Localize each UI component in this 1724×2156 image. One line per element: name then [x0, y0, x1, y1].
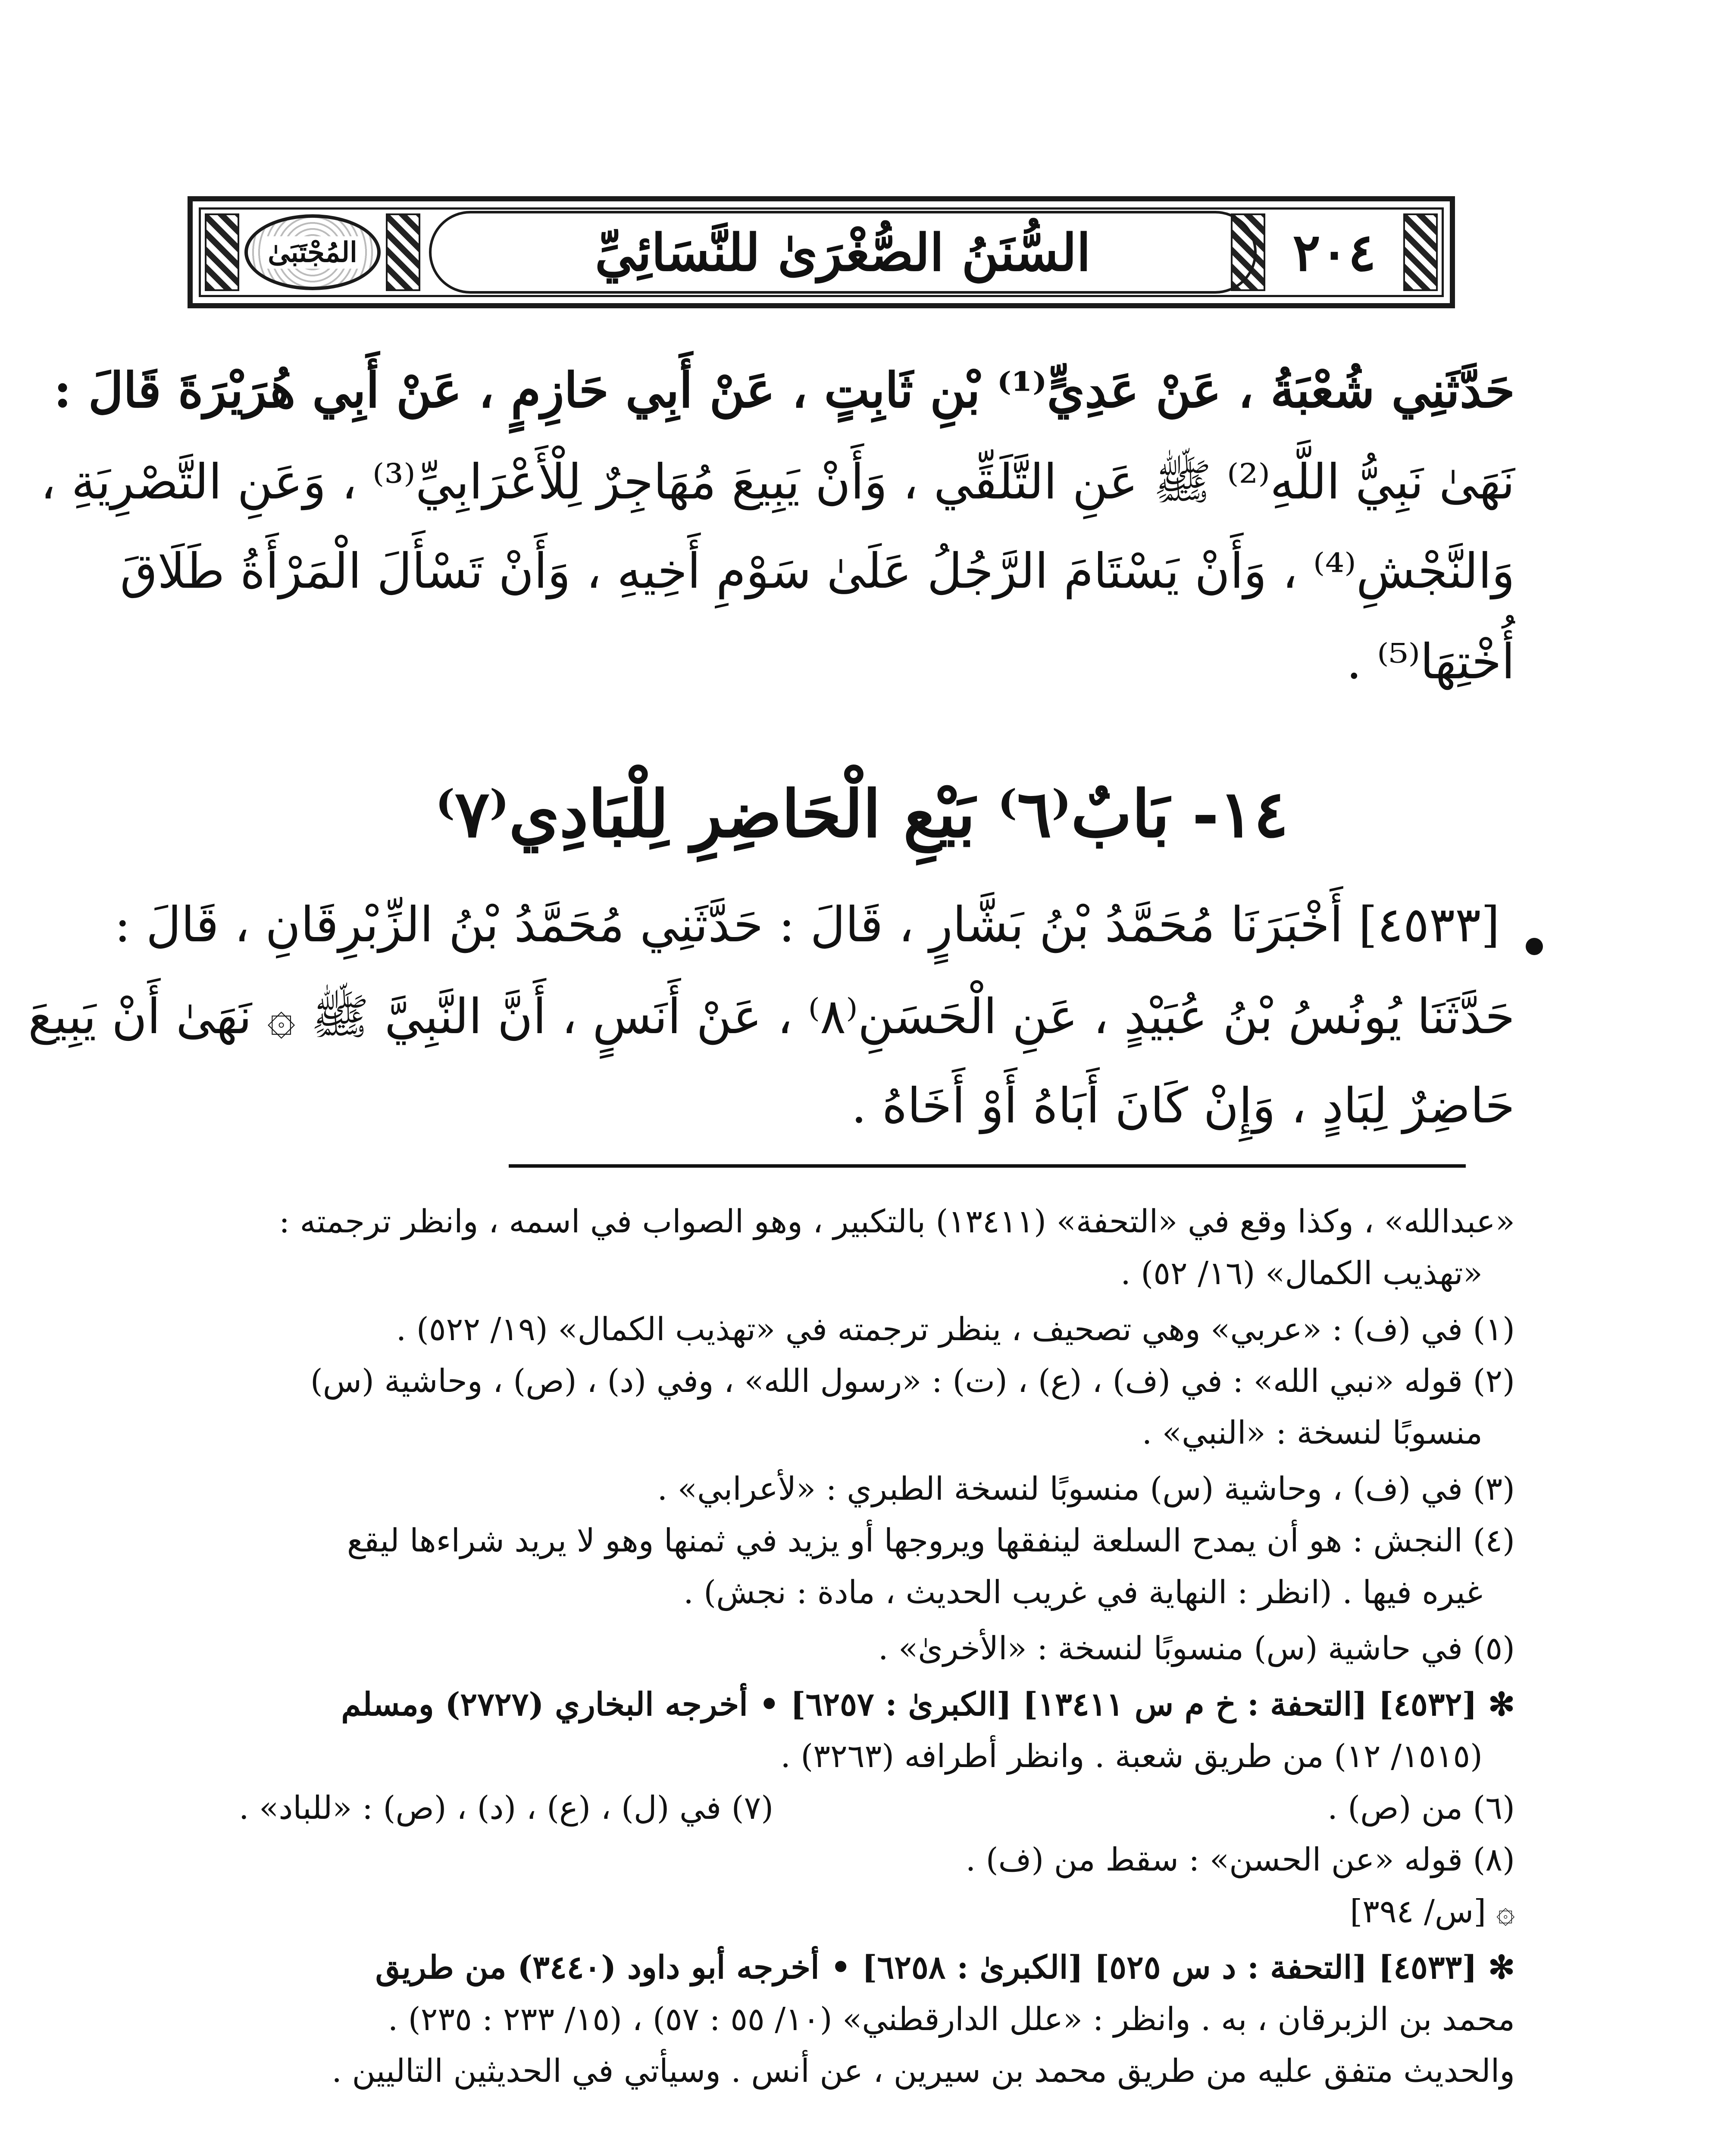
text-line: أُخْتِهَا⁽⁵⁾ . [1346, 634, 1515, 690]
book-ornament [239, 213, 386, 291]
footnote-line: (٣) في (ف) ، وحاشية (س) منسوبًا لنسخة الطبري : «لأعرابي» . [657, 1470, 1515, 1507]
text-line: حَدَّثَنِي شُعْبَةُ ، عَنْ عَدِيٍّ⁽¹⁾ بْنِ ثَابِتٍ ، عَنْ أَبِي حَازِمٍ ، عَنْ أَبِي هُرَيْرَةَ قَالَ : [53, 362, 1515, 419]
footnote-line: «تهذيب الكمال» (١٦/ ٥٢) . [1120, 1255, 1483, 1292]
page-marker: ۞ [س/ ٣٩٤] [1350, 1893, 1515, 1930]
decorative-band-icon [1403, 213, 1438, 291]
chapter-heading: ١٤- بَابٌ⁽٦⁾ بَيْعِ الْحَاضِرِ لِلْبَادِي⁽٧⁾ [435, 776, 1289, 852]
footnote-line: غيره فيها . (انظر : النهاية في غريب الحديث ، مادة : نجش) . [683, 1574, 1483, 1611]
footnote-line: (٤) النجش : هو أن يمدح السلعة لينفقها ويروجها أو يزيد في ثمنها وهو لا يريد شراءها ليقع [347, 1522, 1515, 1559]
text-line: نَهَىٰ نَبِيُّ اللَّهِ⁽²⁾ ﷺ عَنِ التَّلَقِّي ، وَأَنْ يَبِيعَ مُهَاجِرٌ لِلْأَعْرَابِيِّ⁽³⁾ ، وَعَنِ التَّصْرِيَةِ ، [40, 454, 1515, 510]
takhrij-line: محمد بن الزبرقان ، به . وانظر : «علل الدارقطني» (١٠/ ٥٥ : ٥٧) ، (١٥/ ٢٣٣ : ٢٣٥) . [388, 2001, 1515, 2038]
footnote-separator [509, 1164, 1466, 1168]
page-number-box [1265, 213, 1403, 291]
hadith-line: [٤٥٣٣] أَخْبَرَنَا مُحَمَّدُ بْنُ بَشَّارٍ ، قَالَ : حَدَّثَنِي مُحَمَّدُ بْنُ الزِّبْرِقَانِ ، قَالَ : [114, 897, 1500, 953]
footnote-line: «عبدالله» ، وكذا وقع في «التحفة» (١٣٤١١) بالتكبير ، وهو الصواب في اسمه ، وانظر ترجمته : [279, 1203, 1515, 1240]
page-number: ٢٠٤ [1292, 222, 1376, 283]
ornament-oval-icon [244, 214, 381, 290]
decorative-band-icon [205, 213, 239, 291]
running-title: السُّنَنُ الصُّغْرَىٰ للنَّسَائِيِّ [594, 222, 1091, 282]
footnote-line: (٧) في (ل) ، (ع) ، (د) ، (ص) : «للباد» . [239, 1789, 774, 1827]
page-header [188, 196, 1455, 308]
takhrij-line: (١٥١٥/ ١٢) من طريق شعبة . وانظر أطرافه (٣٢٦٣) . [780, 1738, 1483, 1775]
ornament-label: المُجْتَبَىٰ [263, 236, 362, 269]
takhrij-line: ✻ [٤٥٣٣] [التحفة : د س ٥٢٥] [الكبرىٰ : ٦٢٥٨] • أخرجه أبو داود (٣٤٤٠) من طريق [375, 1949, 1515, 1986]
footnote-line: (٢) قوله «نبي الله» : في (ف) ، (ع) ، (ت) : «رسول الله» ، وفي (د) ، (ص) ، وحاشية (س) [310, 1363, 1515, 1400]
footnote-line: (٥) في حاشية (س) منسوبًا لنسخة : «الأخرىٰ» . [878, 1630, 1515, 1667]
text-line: وَالنَّجْشِ⁽⁴⁾ ، وَأَنْ يَسْتَامَ الرَّجُلُ عَلَىٰ سَوْمِ أَخِيهِ ، وَأَنْ تَسْأَلَ الْمَرْأَةُ طَلَاقَ [120, 543, 1515, 599]
hadith-line: حَاضِرٌ لِبَادٍ ، وَإِنْ كَانَ أَبَاهُ أَوْ أَخَاهُ . [851, 1078, 1515, 1134]
footnote-line: (٨) قوله «عن الحسن» : سقط من (ف) . [965, 1841, 1515, 1878]
footnote-line: (١) في (ف) : «عربي» وهي تصحيف ، ينظر ترجمته في «تهذيب الكمال» (١٩/ ٥٢٢) . [396, 1311, 1515, 1348]
bullet-icon [1526, 938, 1543, 955]
takhrij-line: ✻ [٤٥٣٢] [التحفة : خ م س ١٣٤١١] [الكبرىٰ : ٦٢٥٧] • أخرجه البخاري (٢٧٢٧) ومسلم [341, 1686, 1515, 1723]
footnote-line: (٦) من (ص) . [1327, 1789, 1515, 1827]
takhrij-line: والحديث متفق عليه من طريق محمد بن سيرين ، عن أنس . وسيأتي في الحديثين التاليين . [332, 2053, 1515, 2090]
header-title-oval [429, 211, 1257, 294]
decorative-band-icon [386, 213, 420, 291]
hadith-line: حَدَّثَنَا يُونُسُ بْنُ عُبَيْدٍ ، عَنِ الْحَسَنِ⁽٨⁾ ، عَنْ أَنَسٍ ، أَنَّ النَّبِيَّ ﷺ ۞ نَهَىٰ أَنْ يَبِيعَ [28, 989, 1515, 1045]
footnote-row [239, 1789, 1515, 1827]
footnote-line: منسوبًا لنسخة : «النبي» . [1142, 1414, 1483, 1451]
